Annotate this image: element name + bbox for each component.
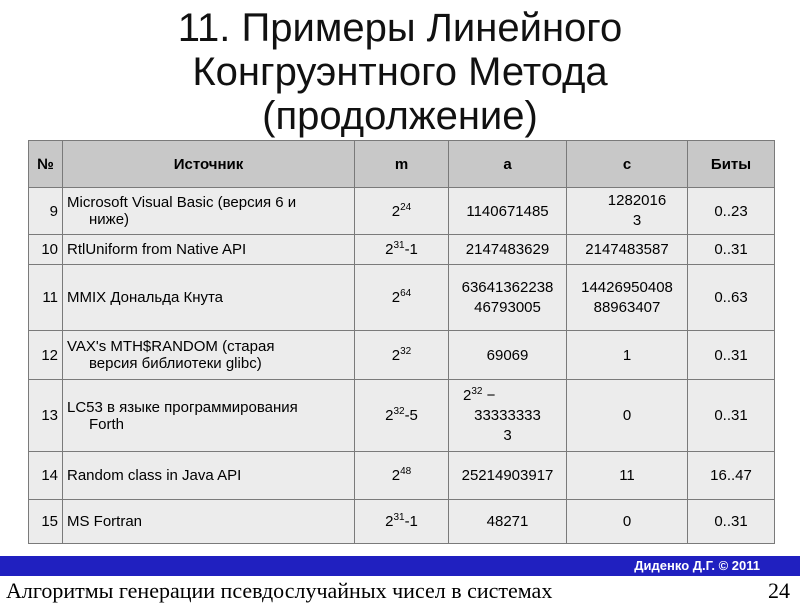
header-num: №: [29, 141, 63, 188]
cell-a: [449, 188, 567, 235]
cell-m: [355, 331, 449, 380]
table-row: [29, 500, 775, 544]
m-base: 2: [391, 289, 401, 306]
source-line-1: RtlUniform from Native API: [67, 241, 247, 258]
m-exponent: 32: [393, 406, 405, 417]
source-line-1: LC53 в языке программирования: [67, 398, 298, 416]
cell-bits: 0..23: [688, 188, 775, 235]
cell-m: [355, 380, 449, 452]
cell-bits: 0..31: [688, 235, 775, 265]
cell-bits: 0..31: [688, 380, 775, 452]
cell-c: 11: [567, 452, 688, 500]
m-base: 2: [391, 346, 401, 364]
cell-m: [355, 500, 449, 544]
m-base: 2: [385, 241, 394, 258]
cell-bits: 0..31: [688, 500, 775, 544]
cell-c: 0: [567, 500, 688, 544]
table-row: [29, 452, 775, 500]
header-m: m: [355, 141, 449, 188]
a-line-0: [453, 386, 562, 406]
cell-source: [63, 331, 355, 380]
m-exponent: 32: [400, 345, 412, 357]
header-bits: Биты: [688, 141, 775, 188]
footer-caption-text: Алгоритмы генерации псевдослучайных чисел в системах: [6, 578, 553, 603]
a-line-1: 33333333: [474, 406, 541, 424]
a-line-1: 63641362238: [461, 278, 554, 296]
cell-m: [355, 188, 449, 235]
cell-source: [63, 380, 355, 452]
table-row: [29, 235, 775, 265]
table-header-row: [29, 141, 775, 188]
a-base: 2: [463, 386, 472, 404]
source-line-2: ниже): [89, 211, 130, 228]
cell-m: [355, 235, 449, 265]
m-base: 2: [385, 513, 394, 530]
a-exponent: 32: [471, 385, 483, 397]
cell-c: 1: [567, 331, 688, 380]
cell-a: 2147483629: [449, 235, 567, 265]
cell-source: [63, 235, 355, 265]
cell-m: [355, 265, 449, 331]
m-base: 2: [385, 407, 394, 424]
m-base: 2: [391, 467, 401, 484]
source-line-1: MMIX Дональда Кнута: [67, 289, 224, 306]
m-tail: -1: [404, 513, 418, 530]
m-exponent: 48: [400, 466, 412, 477]
cell-source: [63, 265, 355, 331]
source-line-1: VAX's MTH$RANDOM (старая: [67, 338, 275, 355]
header-c: c: [567, 141, 688, 188]
source-line-2: Forth: [89, 415, 125, 433]
m-tail: -5: [404, 407, 418, 424]
m-base: 2: [391, 202, 401, 220]
cell-num: 14: [29, 452, 63, 500]
cell-num: 10: [29, 235, 63, 265]
a-line-2: 46793005: [474, 298, 541, 316]
title-line-2: Конгруэнтного Метода: [192, 50, 608, 94]
source-line-1: MS Fortran: [67, 513, 143, 530]
footer-author: Диденко Д.Г. © 2011: [634, 558, 760, 573]
cell-a: 25214903917: [449, 452, 567, 500]
table-row: [29, 188, 775, 235]
cell-c: 2147483587: [567, 235, 688, 265]
m-exponent: 31: [393, 240, 405, 251]
c-line-1: 14426950408: [581, 278, 673, 296]
a-tail: −: [482, 386, 496, 404]
c-line-1: 1282016: [607, 192, 667, 209]
cell-bits: 0..31: [688, 331, 775, 380]
title-line-3: (продолжение): [262, 94, 538, 138]
source-line-2: версия библиотеки glibc): [89, 355, 262, 372]
a-line-2: 3: [503, 426, 512, 444]
cell-a: [449, 380, 567, 452]
cell-a: 48271: [449, 500, 567, 544]
header-a: a: [449, 141, 567, 188]
footer-bar: [0, 556, 800, 576]
cell-a: 69069: [449, 331, 567, 380]
cell-m: [355, 452, 449, 500]
cell-num: 9: [29, 188, 63, 235]
page-number: 24: [768, 578, 790, 603]
c-line-2: 3: [632, 212, 642, 229]
c-line-2: 88963407: [593, 298, 661, 316]
cell-source: [63, 188, 355, 235]
cell-c: [567, 188, 688, 235]
slide-title: [0, 6, 800, 138]
source-line-1: Microsoft Visual Basic (версия 6 и: [67, 194, 297, 211]
cell-num: 15: [29, 500, 63, 544]
table-row: [29, 265, 775, 331]
source-line-1: Random class in Java API: [67, 467, 242, 484]
header-source: Источник: [63, 141, 355, 188]
cell-a: [449, 265, 567, 331]
table-row: [29, 380, 775, 452]
m-exponent: 31: [393, 512, 405, 523]
cell-num: 11: [29, 265, 63, 331]
m-exponent: 64: [400, 288, 412, 299]
table-row: [29, 331, 775, 380]
cell-bits: 16..47: [688, 452, 775, 500]
cell-num: 13: [29, 380, 63, 452]
cell-c: 0: [567, 380, 688, 452]
m-tail: -1: [404, 241, 418, 258]
cell-bits: 0..63: [688, 265, 775, 331]
cell-source: [63, 500, 355, 544]
cell-num: 12: [29, 331, 63, 380]
cell-source: [63, 452, 355, 500]
m-exponent: 24: [400, 201, 412, 213]
a-line-1: 1140671485: [466, 202, 549, 220]
title-line-1: 11. Примеры Линейного: [177, 6, 623, 50]
cell-c: [567, 265, 688, 331]
lcg-examples-table: [28, 140, 775, 544]
footer-caption: [6, 578, 796, 608]
